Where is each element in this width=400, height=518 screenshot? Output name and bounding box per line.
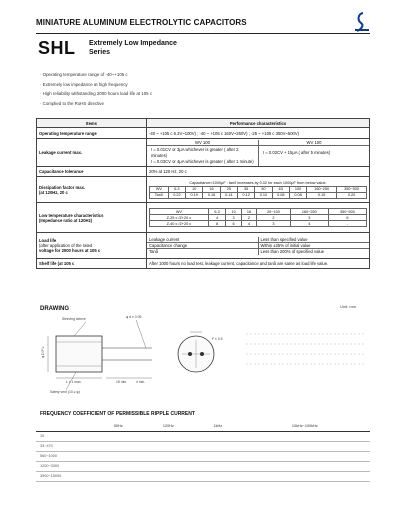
lt-value-cell: 4 [290, 221, 328, 227]
ripple-cap: 10 [36, 431, 96, 441]
drawing-title: DRAWING [40, 306, 69, 312]
df-label-line1: Dissipation factor max. [39, 184, 86, 190]
loadlife-item: Leakage current [147, 237, 259, 242]
df-wv-cell: 63 [272, 186, 289, 192]
df-wv-cell: 6.3 [168, 186, 185, 192]
label-length: L ± 1 max. [66, 380, 82, 384]
lt-value-cell: 2 [257, 215, 291, 221]
ripple-cap: 33~470 [36, 441, 96, 451]
lt-wv-cell: 160~250 [290, 209, 328, 215]
lt-wv-label: WV [150, 209, 209, 215]
df-tan-cell: 0.10 [255, 192, 272, 198]
loadlife-value: Within ±25% of initial value [260, 242, 311, 248]
ripple-cap: 1200~3300 [36, 461, 96, 471]
df-tan-cell: 0.14 [220, 192, 237, 198]
lt-wv-cell: 10 [226, 209, 241, 215]
ripple-row [36, 441, 370, 451]
lt-wv-cell: 16 [241, 209, 256, 215]
lt-value-cell: 4 [208, 215, 226, 221]
lt-wv-cell: 25~100 [257, 209, 291, 215]
ripple-cap: 3900~15000 [36, 471, 96, 481]
lt-wv-cell: 6.3 [208, 209, 226, 215]
label-f: F ± 0.5 [212, 337, 223, 341]
df-label [37, 177, 147, 203]
df-tan-cell: 0.08 [289, 192, 306, 198]
shelf-label: Shelf life (at 105 c [37, 259, 147, 269]
col-items: Items [37, 119, 147, 128]
label-sleeve: Sleeving sleeve [62, 317, 86, 321]
ripple-header: 10kHz~100kHz [240, 421, 370, 431]
df-wv-cell: 35 [238, 186, 255, 192]
df-tan-cell: 0.22 [168, 192, 185, 198]
dimension-table-placeholder [246, 334, 366, 364]
lt-value-cell: 3 [290, 215, 328, 221]
df-tan-cell: 0.16 [203, 192, 220, 198]
label-phi: φ d ± 0.05 [126, 315, 142, 319]
ripple-row [36, 431, 370, 441]
series-title-line2: Series [89, 48, 111, 56]
capacitor-top-view [178, 332, 214, 372]
shelf-value: After 1000 hours no load test, leakage current, capacitance and tanδ are same as load life value. [147, 259, 370, 269]
doc-title: MINIATURE ALUMINUM ELECTROLYTIC CAPACITORS [36, 18, 247, 27]
feature-item: · High reliability withstanding 2000 hours load life at 105 c [40, 91, 153, 96]
ripple-header-row [36, 421, 370, 431]
lt-row-label: Z-25 c /Z+20 c [150, 215, 209, 221]
ripple-row [36, 461, 370, 471]
loadlife-row [147, 249, 369, 255]
lt-wv-cell: 350~500 [328, 209, 366, 215]
op-temp-label: Operating temperature range [37, 128, 147, 139]
loadlife-item: Tanδ [147, 249, 259, 255]
df-wv-label: WV [150, 186, 169, 192]
lt-value-cell: - [328, 221, 366, 227]
df-note: Capacitance>1000μF : tanδ increases by 0.02 for each 1000μF from below value. [189, 180, 327, 185]
ripple-row [36, 471, 370, 481]
leakage-label: Leakage current max. [37, 139, 147, 167]
lowtemp-label-line1: Low temperature characteristics [39, 212, 104, 218]
loadlife-value: Less than specified value [260, 236, 308, 242]
df-tan-cell: 0.15 [307, 192, 337, 198]
lowtemp-label [37, 203, 147, 233]
feature-item: · Operating temperature range of -40~+105 c [40, 72, 128, 77]
label-min: 15 min. [116, 380, 128, 384]
ripple-header: 50Hz [96, 421, 141, 431]
header-bar [36, 16, 370, 34]
lt-row-label: Z-40 c /Z+20 c [150, 221, 209, 227]
df-tan-label: Tanδ [150, 192, 169, 198]
leakage-grid [147, 140, 369, 166]
df-table [149, 186, 367, 199]
loadlife-label-line2: (after application of the rated [39, 243, 93, 248]
lowtemp-table [149, 208, 367, 227]
lt-value-cell: 3 [257, 221, 291, 227]
ripple-header: 120Hz [141, 421, 196, 431]
df-wv-cell: 100 [289, 186, 306, 192]
df-wv-cell: 160~250 [307, 186, 337, 192]
df-label-line2: (at 120Hz, 20 c [39, 189, 68, 195]
ripple-table [36, 421, 370, 482]
ripple-header: 1kHz [196, 421, 240, 431]
feature-item: · Extremely low impedance at high frequency [40, 81, 128, 87]
ripple-title: FREQUENCY COEFFICIENT OF PERMISSIBLE RIPPLE CURRENT [40, 411, 195, 417]
lt-value-cell: 6 [328, 215, 366, 221]
ripple-cap: 560~1000 [36, 451, 96, 461]
spec-table [36, 118, 370, 269]
df-tan-cell: 0.08 [272, 192, 289, 198]
df-wv-cell: 16 [203, 186, 220, 192]
leakage-left-head: WV 100 [147, 140, 258, 146]
loadlife-label [37, 233, 147, 259]
loadlife-value: Less than 200% of specified value [260, 248, 325, 254]
label-pcb: φ D P L [41, 346, 45, 358]
leakage-right-line: I = 0.02CV + 15μA ( after 5 minutes) [263, 149, 331, 155]
lt-value-cell: 2 [241, 215, 256, 221]
leakage-left-line1: I = 0.01CV or 3μA whichever is greater ( after 2 minutes) [151, 146, 239, 158]
loadlife-item: Capacitance change [147, 243, 259, 248]
lt-value-cell: 3 [226, 215, 241, 221]
dimension-drawing [36, 312, 370, 394]
loadlife-label-line3: voltage for 2000 hours at 105 c [39, 248, 101, 253]
leakage-left-line2: I = 0.03CV or 4μA whichever is greater ( after 1 minute) [151, 158, 254, 164]
lowtemp-label-line2: (Impedance ratio at 120Hz) [39, 217, 93, 223]
df-wv-cell: 25 [220, 186, 237, 192]
df-wv-cell: 50 [255, 186, 272, 192]
label-min2: 4 min. [136, 380, 146, 384]
cap-tol-label: Capacitance tolerance [37, 167, 147, 177]
lt-value-cell: 6 [226, 221, 241, 227]
leakage-right-head: WV 100 [259, 140, 369, 146]
df-tan-cell: 0.12 [238, 192, 255, 198]
ripple-header [36, 421, 96, 431]
op-temp-value: -40 ~ +105 c 6.3V~100V) ; -40 ~ +105 c 160V~250V) ; -25 ~ +105 c 350V~500V) [147, 128, 370, 139]
df-tan-cell: 0.20 [337, 192, 367, 198]
df-wv-cell: 10 [186, 186, 203, 192]
brand-logo-icon [354, 12, 370, 32]
cap-tol-value: 20% at 120 Hz, 20 c [147, 167, 370, 177]
series-title [89, 40, 177, 57]
lt-value-cell: 8 [208, 221, 226, 227]
lt-value-cell: 4 [241, 221, 256, 227]
unit-label: Unit: mm [340, 304, 356, 309]
df-wv-cell: 350~500 [337, 186, 367, 192]
label-vent: Safety vent (10 ≥ φ) [50, 390, 80, 394]
feature-item: · Complied to the RoHS directive [40, 100, 104, 106]
df-tan-cell: 0.19 [186, 192, 203, 198]
loadlife-label-line1: Load life [39, 238, 57, 243]
feature-list [40, 70, 152, 108]
col-performance: Performance characteristics [147, 119, 370, 128]
series-title-line1: Extremely Low Impedance [89, 40, 177, 47]
ripple-row [36, 451, 370, 461]
series-code: SHL [38, 38, 76, 58]
